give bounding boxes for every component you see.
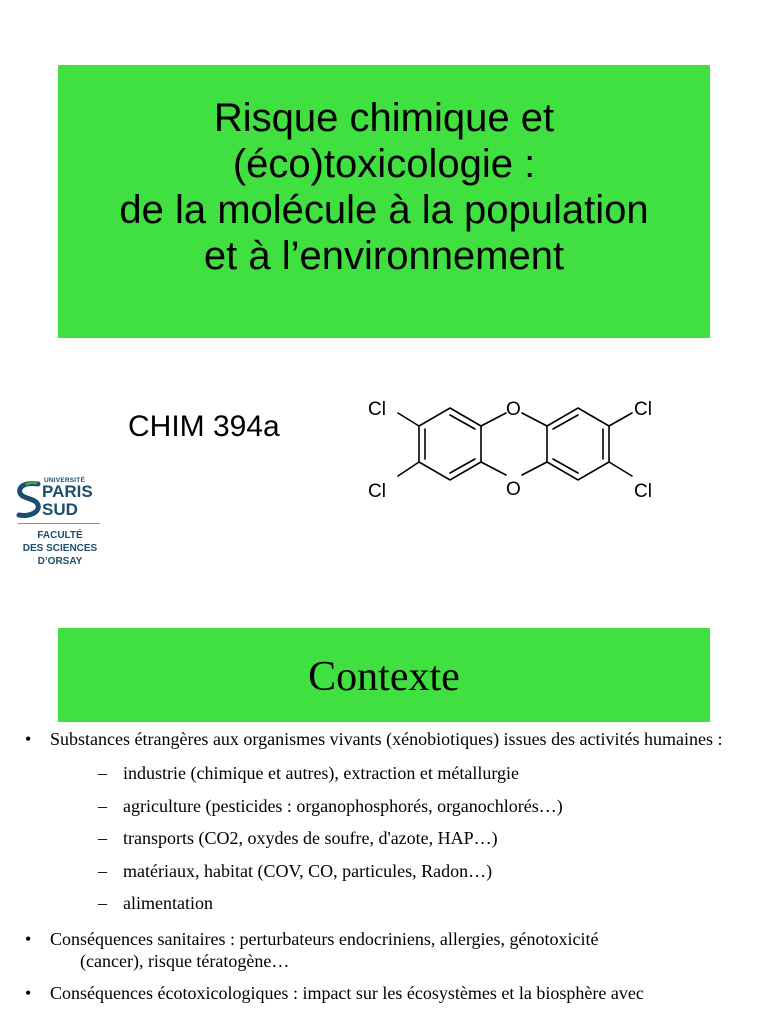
chlorine-label: Cl [634, 399, 652, 420]
sub-item-text: transports (CO2, oxydes de soufre, d'azote, HAP…) [123, 828, 498, 848]
chlorine-label: Cl [368, 399, 386, 420]
logo-paris-text: PARIS [42, 482, 93, 501]
bullet-symbol: • [25, 729, 32, 749]
bullet-text: Conséquences sanitaires : perturbateurs endocriniens, allergies, génotoxicité [50, 928, 599, 949]
title-line: et à l’environnement [203, 234, 565, 278]
dioxin-bond [481, 413, 506, 426]
dioxin-bond [522, 413, 547, 426]
title-line: Risque chimique et [213, 96, 555, 140]
bullet-text: Substances étrangères aux organismes vivants (xénobiotiques) issues des activités humaines : [50, 729, 723, 749]
left-ring-double-bond [450, 415, 475, 429]
context-content [0, 728, 768, 1004]
dioxin-bond [481, 462, 506, 475]
dioxin-bond [522, 462, 547, 475]
dash-symbol: – [98, 893, 107, 913]
right-ring-double-bond [553, 459, 578, 473]
sub-item-text: agriculture (pesticides : organophosphorés, organochlorés…) [123, 795, 563, 816]
slide-title [58, 95, 710, 279]
logo-university-text: UNIVERSITÉ [44, 477, 86, 484]
bullet-text: Conséquences écotoxicologiques : impact sur les écosystèmes et la biosphère avec [50, 982, 644, 1003]
bullet-text-continuation: (cancer), risque tératogène… [80, 950, 290, 971]
sub-item-text: matériaux, habitat (COV, CO, particules, Radon…) [123, 860, 493, 881]
left-benzene-ring [419, 408, 481, 480]
sub-item [0, 860, 768, 893]
title-banner [58, 65, 710, 338]
sub-item [0, 827, 768, 860]
dash-symbol: – [98, 763, 107, 783]
chlorine-bond [609, 413, 632, 426]
sub-item [0, 762, 768, 795]
left-ring-double-bond [450, 459, 475, 473]
universite-paris-sud-logo [14, 474, 106, 574]
bullet-symbol: • [25, 928, 32, 949]
bullet-item [0, 728, 768, 750]
dioxin-molecule-diagram [360, 388, 660, 503]
logo-faculty-text [14, 529, 106, 568]
dash-symbol: – [98, 828, 107, 848]
course-code: CHIM 394a [128, 410, 280, 443]
sub-item-text: industrie (chimique et autres), extraction et métallurgie [123, 763, 520, 783]
logo-divider [18, 523, 100, 524]
oxygen-label: O [506, 479, 521, 500]
right-benzene-ring [547, 408, 609, 480]
sub-item [0, 795, 768, 828]
chlorine-bond [398, 462, 419, 476]
sub-item [0, 892, 768, 925]
right-ring-double-bond [553, 415, 578, 429]
logo-faculty-line: DES SCIENCES [22, 543, 98, 554]
chlorine-label: Cl [634, 481, 652, 502]
dash-symbol: – [98, 795, 107, 816]
bullet-item [0, 982, 768, 1004]
logo-s-emblem [16, 480, 42, 520]
bullet-item [0, 928, 768, 972]
chlorine-bond [398, 413, 419, 426]
sub-list [0, 762, 768, 925]
title-line: de la molécule à la population [119, 188, 649, 232]
sub-item-text: alimentation [123, 893, 213, 913]
title-line: (éco)toxicologie : [232, 142, 536, 186]
chlorine-label: Cl [368, 481, 386, 502]
logo-faculty-line: D’ORSAY [37, 556, 83, 567]
oxygen-label: O [506, 399, 521, 420]
bullet-symbol: • [25, 982, 32, 1003]
dash-symbol: – [98, 860, 107, 881]
section-heading: Contexte [308, 654, 460, 700]
context-banner [58, 628, 710, 722]
logo-faculty-line: FACULTÉ [37, 530, 83, 541]
chlorine-bond [609, 462, 632, 476]
logo-sud-text: SUD [42, 500, 78, 519]
